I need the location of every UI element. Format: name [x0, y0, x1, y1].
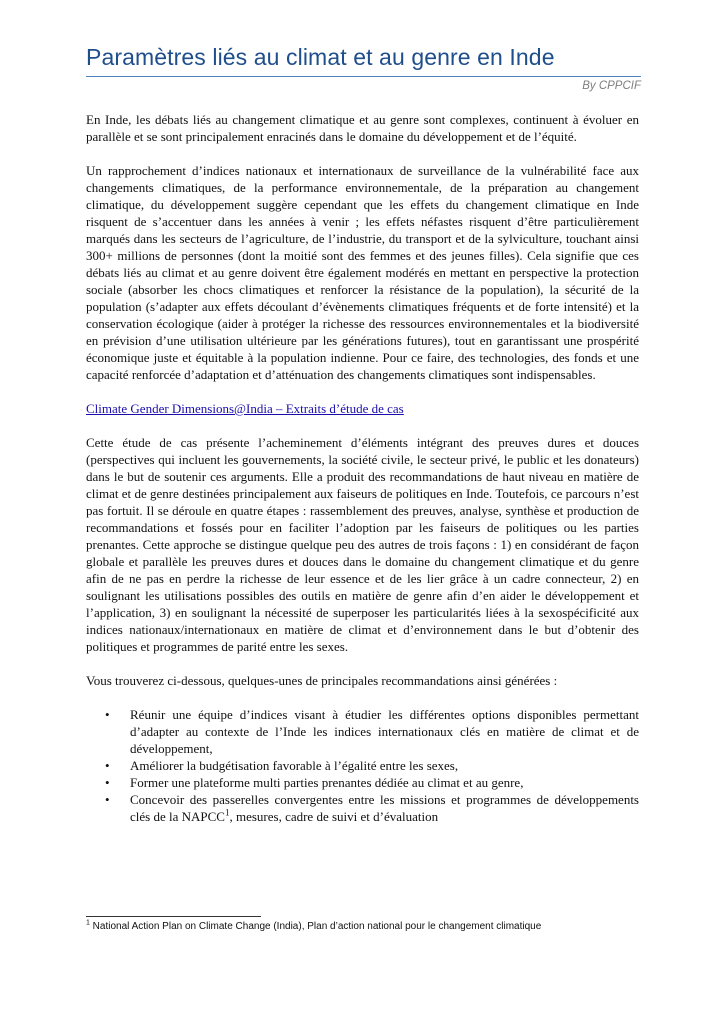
- case-study-link-line: [86, 400, 639, 417]
- document-body: [86, 111, 639, 825]
- bullet-icon: •: [105, 707, 110, 722]
- list-item: [105, 706, 639, 757]
- list-item-text: Former une plateforme multi parties prenantes dédiée au climat et au genre,: [130, 775, 524, 790]
- list-item-text-continued: , mesures, cadre de suivi et d’évaluation: [229, 809, 439, 824]
- page-title: Paramètres liés au climat et au genre en Inde: [86, 44, 555, 70]
- bullet-icon: •: [105, 775, 110, 790]
- author-byline: By CPPCIF: [582, 80, 641, 92]
- list-item-text: Améliorer la budgétisation favorable à l’égalité entre les sexes,: [130, 758, 459, 773]
- list-item: [105, 791, 639, 825]
- recommendations-list: [86, 706, 639, 825]
- recommendations-intro: Vous trouverez ci-dessous, quelques-unes de principales recommandations ainsi générées :: [86, 673, 558, 688]
- case-study-paragraph: Cette étude de cas présente l’acheminement d’éléments intégrant des preuves dures et douces (perspectives qui incluent les gouvernements, la société civile, le secteur privé, le public et les donateurs) dans le but de soutenir ces arguments. Elle a produit des recommandations de haut niveau en matière de climat et de genre destinées principalement aux faiseurs de politiques en Inde. Toutefois, ce parcours n’est pas fortuit. Il se déroule en quatre étapes : rassemblement des preuves, analyse, synthèse et production de recommandations et fossés pour en faciliter l’adoption par les faiseurs de politiques ou les parties prenantes. Cette approche se distingue quelque peu des autres de trois façons : 1) en considérant de façon globale et parallèle les preuves dures et douces dans le domaine du changement climatique et du genre afin de ne pas en perdre la richesse de leur essence et de les lier grâce à un cadre connecteur, 2) en soulignant les utilisations possibles des outils en matière de genre afin d’en aider le développement et l’application, 3) en soulignant la nécessité de superposer les particularités liées à la sexospécificité aux indices nationaux/internationaux en matière de climat et d’environnement dans le but d’obtenir des politiques et programmes de parité entre les sexes.: [86, 435, 639, 654]
- list-item: [105, 774, 639, 791]
- analysis-paragraph: Un rapprochement d’indices nationaux et internationaux de surveillance de la vulnérabilité face aux changements climatiques, de la performance environnementale, de la préparation au changement climatique, du développement suggère cependant que les effets du changement climatique en Inde risquent de s’accentuer dans les années à venir ; les effets néfastes risquent d’être particulièrement marqués dans les secteurs de l’agriculture, de l’industrie, du transport et de la sylviculture, touchant ainsi 300+ millions de personnes (dont la moitié sont des femmes et des jeunes filles). Cela signifie que ces débats liés au climat et au genre doivent être également modérés en mettant en perspective la protection sociale (absorber les chocs climatiques et renforcer la résistance de la population), la sécurité de la population (s’adapter aux effets découlant d’évènements climatiques fréquents et de forte intensité) et la conservation écologique (aider à protéger la richesse des ressources environnementales et la biodiversité en prévision d’une utilisation ultérieure par les générations futures), tout en garantissant une prospérité économique juste et équitable à la population indienne. Pour ce faire, des technologies, des fonds et une capacité renforcée d’adaptation et d’atténuation des changements climatiques sont indispensables.: [86, 163, 639, 382]
- footnote-text: National Action Plan on Climate Change (India), Plan d’action national pour le changement climatique: [89, 921, 542, 932]
- footnote-reference[interactable]: 1: [224, 807, 230, 818]
- bullet-icon: •: [105, 792, 110, 807]
- list-item-text: Concevoir des passerelles convergentes entre les missions et programmes de développements clés de la NAPCC: [130, 792, 639, 824]
- title-underline: [86, 76, 641, 77]
- list-item: [105, 757, 639, 774]
- footnote: [86, 921, 646, 932]
- list-item-text: Réunir une équipe d’indices visant à étudier les différentes options disponibles permettant d’adapter au contexte de l’Inde les indices internationaux clés en matière de climat et de développement,: [130, 707, 639, 756]
- case-study-link[interactable]: Climate Gender Dimensions@India – Extraits d’étude de cas: [86, 401, 404, 416]
- footnote-marker: 1: [86, 919, 90, 927]
- bullet-icon: •: [105, 758, 110, 773]
- intro-paragraph: En Inde, les débats liés au changement climatique et au genre sont complexes, continuent à évoluer en parallèle et se sont principalement enracinés dans le domaine du développement et de l’équité.: [86, 112, 639, 144]
- footnote-separator: [86, 916, 261, 917]
